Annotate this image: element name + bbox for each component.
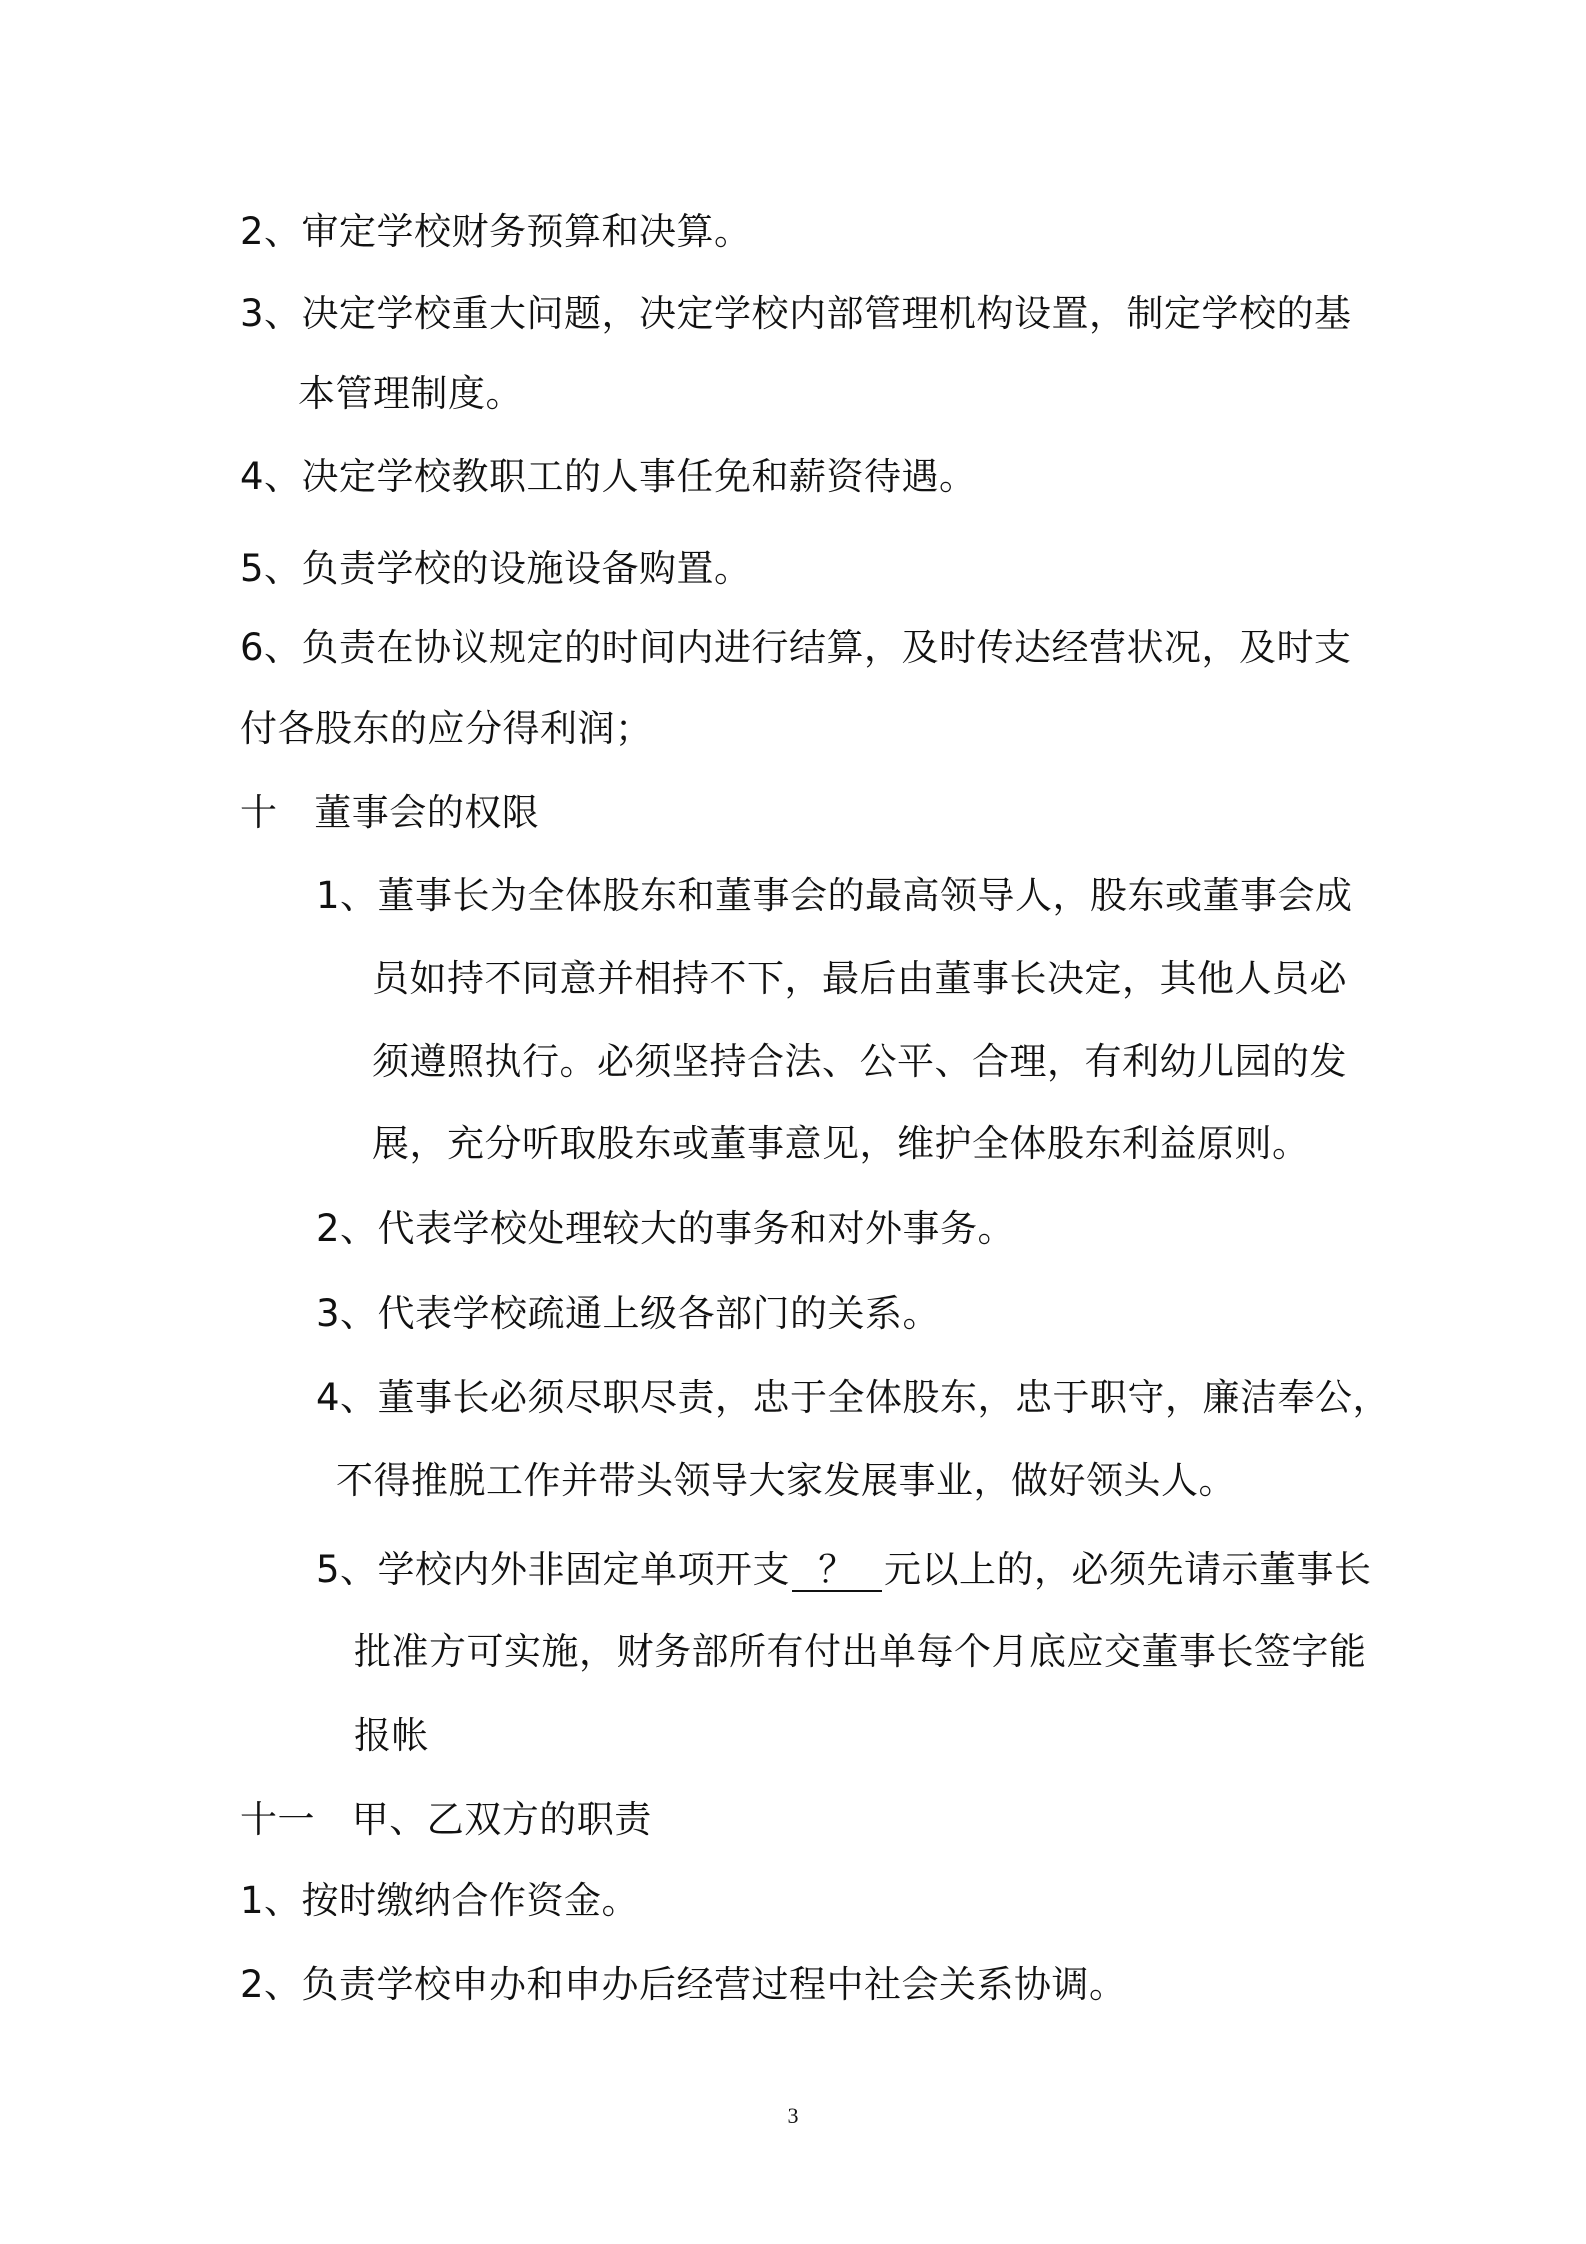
text-line: 3、决定学校重大问题，决定学校内部管理机构设置，制定学校的基 [240,292,1352,335]
text-line: 3、代表学校疏通上级各部门的关系。 [316,1292,941,1335]
blank-line-after: 元以上的，必须先请示董事长 [884,1548,1372,1591]
text-line: 6、负责在协议规定的时间内进行结算，及时传达经营状况，及时支 [240,626,1352,669]
text-line: 须遵照执行。必须坚持合法、公平、合理，有利幼儿园的发 [372,1040,1347,1083]
page-number: 3 [787,2103,799,2128]
text-line: 2、审定学校财务预算和决算。 [240,210,752,253]
text-line: 本管理制度。 [298,372,523,415]
blank-line-before: 5、学校内外非固定单项开支 [316,1548,791,1591]
text-line-with-blank [316,1546,1372,1594]
text-line: 员如持不同意并相持不下，最后由董事长决定，其他人员必 [372,957,1347,1000]
text-line: 2、负责学校申办和申办后经营过程中社会关系协调。 [240,1963,1127,2006]
text-line: 批准方可实施，财务部所有付出单每个月底应交董事长签字能 [354,1630,1367,1673]
text-line: 1、按时缴纳合作资金。 [240,1879,640,1922]
text-line: 展，充分听取股东或董事意见，维护全体股东利益原则。 [372,1122,1310,1165]
text-line: 2、代表学校处理较大的事务和对外事务。 [316,1207,1016,1250]
text-line: 报帐 [354,1714,429,1757]
section-heading: 十 董事会的权限 [240,791,540,834]
text-line: 1、董事长为全体股东和董事会的最高领导人，股东或董事会成 [316,874,1353,917]
text-line: 5、负责学校的设施设备购置。 [240,547,752,590]
text-line: 不得推脱工作并带头领导大家发展事业，做好领头人。 [336,1459,1236,1502]
section-heading: 十一 甲、乙双方的职责 [240,1798,652,1841]
text-line: 4、决定学校教职工的人事任免和薪资待遇。 [240,455,977,498]
text-line: 4、董事长必须尽职尽责，忠于全体股东，忠于职守，廉洁奉公， [316,1376,1391,1419]
fill-in-blank: ？ [792,1550,882,1592]
text-line: 付各股东的应分得利润； [240,707,653,750]
